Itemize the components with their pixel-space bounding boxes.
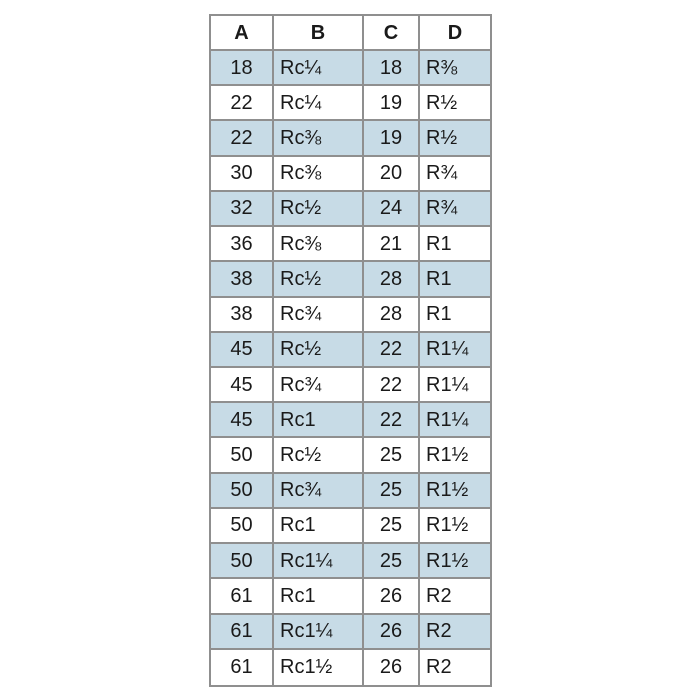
cell-d: R¾ <box>420 157 490 192</box>
cell-c: 20 <box>364 157 420 192</box>
cell-b: Rc⅜ <box>274 157 364 192</box>
cell-d: R1¼ <box>420 403 490 438</box>
cell-c: 22 <box>364 333 420 368</box>
cell-b: Rc1½ <box>274 650 364 685</box>
column-header-a: A <box>211 16 274 51</box>
table-row <box>211 51 490 86</box>
table-row <box>211 298 490 333</box>
cell-d: R2 <box>420 650 490 685</box>
cell-c: 22 <box>364 403 420 438</box>
cell-d: R½ <box>420 86 490 121</box>
cell-c: 28 <box>364 298 420 333</box>
cell-c: 25 <box>364 438 420 473</box>
table-row <box>211 403 490 438</box>
cell-a: 45 <box>211 403 274 438</box>
table-body <box>211 51 490 685</box>
cell-b: Rc1 <box>274 579 364 614</box>
cell-c: 28 <box>364 262 420 297</box>
cell-a: 38 <box>211 262 274 297</box>
cell-b: Rc½ <box>274 333 364 368</box>
cell-c: 26 <box>364 650 420 685</box>
cell-b: Rc¼ <box>274 51 364 86</box>
cell-b: Rc½ <box>274 192 364 227</box>
column-header-c: C <box>364 16 420 51</box>
cell-b: Rc¼ <box>274 86 364 121</box>
table-row <box>211 615 490 650</box>
cell-d: R1½ <box>420 438 490 473</box>
spec-table-frame <box>209 14 492 687</box>
cell-c: 21 <box>364 227 420 262</box>
cell-c: 25 <box>364 544 420 579</box>
table-row <box>211 157 490 192</box>
cell-b: Rc1¼ <box>274 544 364 579</box>
cell-c: 18 <box>364 51 420 86</box>
table-row <box>211 650 490 685</box>
cell-d: R1½ <box>420 474 490 509</box>
table-row <box>211 192 490 227</box>
cell-a: 50 <box>211 544 274 579</box>
cell-a: 45 <box>211 333 274 368</box>
cell-a: 38 <box>211 298 274 333</box>
cell-a: 50 <box>211 438 274 473</box>
cell-b: Rc½ <box>274 262 364 297</box>
column-header-b: B <box>274 16 364 51</box>
cell-d: R¾ <box>420 192 490 227</box>
cell-d: R1 <box>420 227 490 262</box>
table-row <box>211 509 490 544</box>
cell-b: Rc¾ <box>274 474 364 509</box>
cell-a: 22 <box>211 121 274 156</box>
cell-c: 26 <box>364 615 420 650</box>
cell-a: 36 <box>211 227 274 262</box>
cell-a: 61 <box>211 650 274 685</box>
cell-c: 22 <box>364 368 420 403</box>
cell-a: 61 <box>211 579 274 614</box>
cell-b: Rc⅜ <box>274 121 364 156</box>
cell-d: R½ <box>420 121 490 156</box>
cell-d: R2 <box>420 615 490 650</box>
table-row <box>211 438 490 473</box>
cell-b: Rc1¼ <box>274 615 364 650</box>
table-row <box>211 121 490 156</box>
table-row <box>211 474 490 509</box>
cell-b: Rc¾ <box>274 298 364 333</box>
cell-a: 32 <box>211 192 274 227</box>
cell-b: Rc1 <box>274 509 364 544</box>
cell-b: Rc1 <box>274 403 364 438</box>
table-header <box>211 16 490 51</box>
cell-a: 30 <box>211 157 274 192</box>
table-row <box>211 86 490 121</box>
table-row <box>211 368 490 403</box>
cell-d: R1 <box>420 298 490 333</box>
cell-c: 19 <box>364 121 420 156</box>
spec-table <box>211 16 490 685</box>
table-row <box>211 544 490 579</box>
cell-d: R1½ <box>420 509 490 544</box>
cell-d: R⅜ <box>420 51 490 86</box>
cell-a: 50 <box>211 474 274 509</box>
cell-d: R1¼ <box>420 368 490 403</box>
cell-d: R1½ <box>420 544 490 579</box>
table-row <box>211 227 490 262</box>
cell-a: 61 <box>211 615 274 650</box>
cell-b: Rc¾ <box>274 368 364 403</box>
cell-c: 25 <box>364 474 420 509</box>
table-row <box>211 262 490 297</box>
table-row <box>211 333 490 368</box>
cell-d: R1¼ <box>420 333 490 368</box>
cell-a: 22 <box>211 86 274 121</box>
cell-c: 25 <box>364 509 420 544</box>
cell-a: 18 <box>211 51 274 86</box>
cell-d: R1 <box>420 262 490 297</box>
cell-a: 50 <box>211 509 274 544</box>
cell-b: Rc⅜ <box>274 227 364 262</box>
cell-d: R2 <box>420 579 490 614</box>
cell-c: 24 <box>364 192 420 227</box>
cell-c: 19 <box>364 86 420 121</box>
table-row <box>211 579 490 614</box>
cell-a: 45 <box>211 368 274 403</box>
cell-c: 26 <box>364 579 420 614</box>
column-header-d: D <box>420 16 490 51</box>
cell-b: Rc½ <box>274 438 364 473</box>
header-row <box>211 16 490 51</box>
